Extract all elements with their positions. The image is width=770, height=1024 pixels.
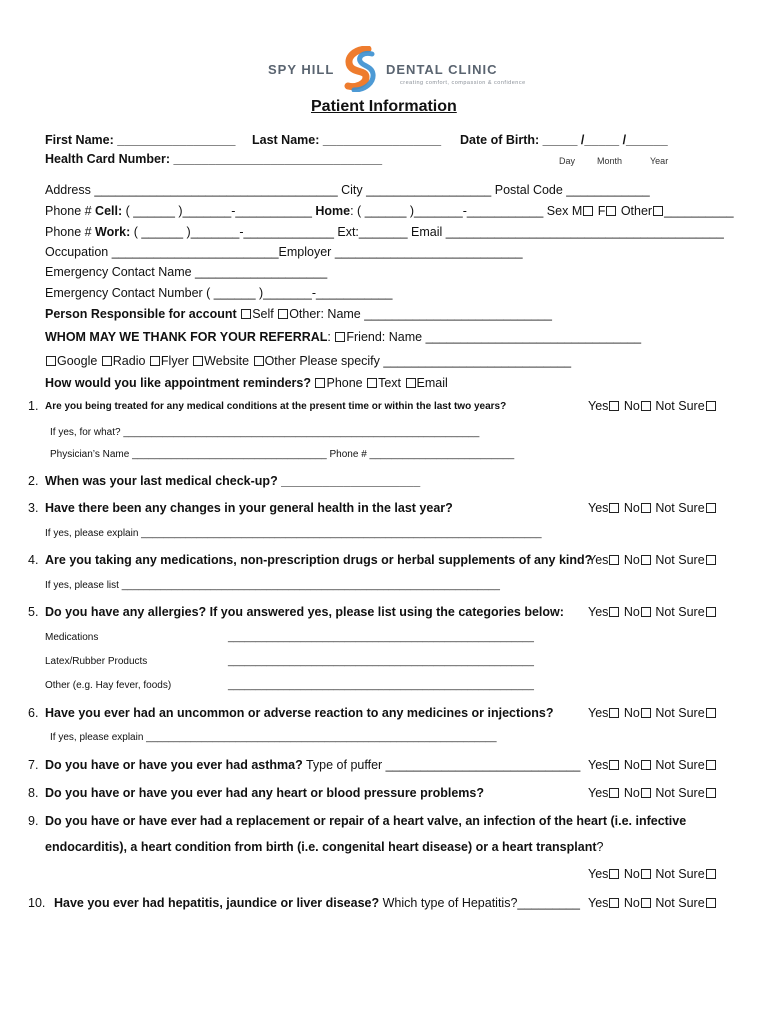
- q7-not-sure-label: Not Sure: [651, 758, 705, 772]
- q4-list[interactable]: If yes, please list ____________________________________________________________________: [45, 580, 500, 591]
- q7-no-checkbox[interactable]: [641, 760, 651, 770]
- referral-friend-label: Friend: Name _______________________________: [346, 330, 642, 344]
- q5-number: 5.: [28, 605, 39, 619]
- ref-other-label: Other Please specify ___________________________: [264, 354, 572, 368]
- q8-yes-checkbox[interactable]: [609, 788, 619, 798]
- q9-not-sure-checkbox[interactable]: [706, 869, 716, 879]
- q9-answers[interactable]: [588, 867, 717, 881]
- home-blank: : ( ______ )_______-___________ Sex M: [350, 204, 583, 218]
- q7-rest: Type of puffer ____________________________: [302, 758, 581, 772]
- q9-line2-bold: endocarditis), a heart condition from birth (i.e. congenital heart disease) or a heart transplant: [45, 840, 597, 854]
- q4-not-sure-label: Not Sure: [651, 553, 705, 567]
- address-line[interactable]: Address ___________________________________ City __________________ Postal Code ____________: [45, 183, 650, 197]
- rem-email-checkbox[interactable]: [406, 378, 416, 388]
- q9-not-sure-label: Not Sure: [651, 867, 705, 881]
- rem-phone-label: Phone: [326, 376, 367, 390]
- page-title: Patient Information: [311, 98, 457, 115]
- q4-yes-checkbox[interactable]: [609, 555, 619, 565]
- q9-text-line1: Do you have or have ever had a replacement or repair of a heart valve, an infection of the heart (i.e. infective: [45, 814, 687, 828]
- q5-text: Do you have any allergies? If you answered yes, please list using the categories below:: [45, 605, 564, 619]
- ref-radio-checkbox[interactable]: [102, 356, 112, 366]
- q10-answers[interactable]: [588, 896, 717, 910]
- q8-not-sure-label: Not Sure: [651, 786, 705, 800]
- q5-medications-line[interactable]: _______________________________________________________: [228, 632, 534, 643]
- q7-text[interactable]: [45, 758, 580, 772]
- q4-number: 4.: [28, 553, 39, 567]
- referral-colon: :: [327, 330, 335, 344]
- q9-qmark: ?: [596, 840, 604, 854]
- responsible-other-checkbox[interactable]: [278, 309, 288, 319]
- sex-other-blank: __________: [664, 204, 734, 218]
- emergency-number-line[interactable]: Emergency Contact Number ( ______ )_______-___________: [45, 286, 393, 300]
- q8-no-checkbox[interactable]: [641, 788, 651, 798]
- q3-no-checkbox[interactable]: [641, 503, 651, 513]
- q3-not-sure-label: Not Sure: [651, 501, 705, 515]
- q6-no-checkbox[interactable]: [641, 708, 651, 718]
- responsible-self-label: Self: [252, 307, 278, 321]
- q1-not-sure-checkbox[interactable]: [706, 401, 716, 411]
- responsible-line[interactable]: [45, 307, 552, 321]
- q9-number: 9.: [28, 814, 39, 828]
- q3-number: 3.: [28, 501, 39, 515]
- referral-sources-line[interactable]: [45, 354, 571, 368]
- ref-google-label: Google: [57, 354, 101, 368]
- q10-not-sure-checkbox[interactable]: [706, 898, 716, 908]
- q7-no-label: No: [620, 758, 640, 772]
- work-bold: Work:: [95, 225, 131, 239]
- q7-number: 7.: [28, 758, 39, 772]
- q7-bold: Do you have or have you ever had asthma?: [45, 758, 303, 772]
- referral-line[interactable]: [45, 330, 641, 344]
- rem-email-label: Email: [416, 376, 448, 390]
- q9-no-checkbox[interactable]: [641, 869, 651, 879]
- q5-no-label: No: [620, 605, 640, 619]
- logo-name-left: SPY HILL: [268, 62, 335, 77]
- sex-f-label: F: [594, 204, 606, 218]
- q3-explain[interactable]: If yes, please explain ________________________________________________________________________: [45, 528, 542, 539]
- q8-answers[interactable]: [588, 786, 717, 800]
- q3-text: Have there been any changes in your general health in the last year?: [45, 501, 453, 515]
- rem-phone-checkbox[interactable]: [315, 378, 325, 388]
- q10-no-label: No: [620, 896, 640, 910]
- rem-text-label: Text: [378, 376, 405, 390]
- cell-phone-line[interactable]: [45, 204, 734, 218]
- q9-yes-label: Yes: [588, 867, 609, 881]
- q10-bold: Have you ever had hepatitis, jaundice or liver disease?: [54, 896, 380, 910]
- home-bold: Home: [315, 204, 351, 218]
- q2-text[interactable]: When was your last medical check-up? ____________________: [45, 474, 421, 488]
- ref-flyer-checkbox[interactable]: [150, 356, 160, 366]
- work-phone-line[interactable]: [45, 225, 724, 239]
- q3-answers[interactable]: [588, 501, 717, 515]
- q9-yes-checkbox[interactable]: [609, 869, 619, 879]
- logo-name-right: DENTAL CLINIC: [386, 62, 498, 77]
- last-name-field[interactable]: Last Name: _________________: [252, 133, 442, 147]
- reminders-label: How would you like appointment reminders?: [45, 376, 315, 390]
- q2-number: 2.: [28, 474, 39, 488]
- work-label: Phone #: [45, 225, 96, 239]
- q6-no-label: No: [620, 706, 640, 720]
- q7-yes-checkbox[interactable]: [609, 760, 619, 770]
- q10-yes-checkbox[interactable]: [609, 898, 619, 908]
- q6-text: Have you ever had an uncommon or adverse reaction to any medicines or injections?: [45, 706, 554, 720]
- sex-f-checkbox[interactable]: [606, 206, 616, 216]
- q10-rest: Which type of Hepatitis?_________: [379, 896, 580, 910]
- ref-flyer-label: Flyer: [160, 354, 193, 368]
- q1-no-label: No: [620, 399, 640, 413]
- q1-physician[interactable]: Physician’s Name ___________________________________ Phone # __________________________: [50, 449, 515, 460]
- rem-text-checkbox[interactable]: [367, 378, 377, 388]
- sex-other-checkbox[interactable]: [653, 206, 663, 216]
- q10-text[interactable]: [54, 896, 580, 910]
- responsible-label: Person Responsible for account: [45, 307, 241, 321]
- q5-no-checkbox[interactable]: [641, 607, 651, 617]
- q1-yes-checkbox[interactable]: [609, 401, 619, 411]
- q10-not-sure-label: Not Sure: [651, 896, 705, 910]
- q4-yes-label: Yes: [588, 553, 609, 567]
- referral-friend-checkbox[interactable]: [335, 332, 345, 342]
- sex-other-label: Other: [617, 204, 653, 218]
- q6-not-sure-label: Not Sure: [651, 706, 705, 720]
- referral-label: WHOM MAY WE THANK FOR YOUR REFERRAL: [45, 330, 328, 344]
- q8-not-sure-checkbox[interactable]: [706, 788, 716, 798]
- ref-google-checkbox[interactable]: [46, 356, 56, 366]
- sex-m-checkbox[interactable]: [583, 206, 593, 216]
- q10-yes-label: Yes: [588, 896, 609, 910]
- q5-medications-label: Medications: [45, 632, 99, 643]
- q4-no-checkbox[interactable]: [641, 555, 651, 565]
- responsible-other-label: Other: Name ___________________________: [289, 307, 552, 321]
- cell-bold: Cell:: [95, 204, 123, 218]
- q7-yes-label: Yes: [588, 758, 609, 772]
- dob-month-label: Month: [597, 156, 623, 166]
- logo-tagline: creating comfort, compassion & confidence: [400, 80, 526, 86]
- q9-text-line2: [45, 840, 603, 854]
- reminders-line[interactable]: [45, 376, 448, 390]
- work-blank: ( ______ )_______-_____________ Ext:_______ Email ________________________________________: [130, 225, 724, 239]
- q5-yes-checkbox[interactable]: [609, 607, 619, 617]
- q8-yes-label: Yes: [588, 786, 609, 800]
- date-of-birth-field[interactable]: Date of Birth: _____ /_____ /______: [460, 133, 668, 147]
- q5-other-line[interactable]: _______________________________________________________: [228, 680, 534, 691]
- q8-number: 8.: [28, 786, 39, 800]
- q3-no-label: No: [620, 501, 640, 515]
- q4-answers[interactable]: [588, 553, 717, 567]
- q1-text: Are you being treated for any medical conditions at the present time or within the last two years?: [45, 401, 507, 412]
- q5-answers[interactable]: [588, 605, 717, 619]
- q8-no-label: No: [620, 786, 640, 800]
- q9-no-label: No: [620, 867, 640, 881]
- q5-other-label: Other (e.g. Hay fever, foods): [45, 680, 172, 691]
- q1-number: 1.: [28, 399, 39, 413]
- q6-not-sure-checkbox[interactable]: [706, 708, 716, 718]
- q4-text: Are you taking any medications, non-prescription drugs or herbal supplements of any kind?: [45, 553, 593, 567]
- dob-year-label: Year: [650, 156, 669, 166]
- responsible-self-checkbox[interactable]: [241, 309, 251, 319]
- clinic-logo: [268, 46, 526, 96]
- q5-yes-label: Yes: [588, 605, 609, 619]
- cell-blank: ( ______ )_______-___________: [122, 204, 316, 218]
- q1-yes-label: Yes: [588, 399, 609, 413]
- q6-yes-checkbox[interactable]: [609, 708, 619, 718]
- q1-if-yes[interactable]: If yes, for what? ________________________________________________________________: [50, 427, 480, 438]
- ref-radio-label: Radio: [112, 354, 149, 368]
- ref-website-label: Website: [204, 354, 253, 368]
- q5-latex-label: Latex/Rubber Products: [45, 656, 148, 667]
- q4-not-sure-checkbox[interactable]: [706, 555, 716, 565]
- q7-answers[interactable]: [588, 758, 717, 772]
- q1-not-sure-label: Not Sure: [651, 399, 705, 413]
- q1-no-checkbox[interactable]: [641, 401, 651, 411]
- q10-number: 10.: [28, 896, 46, 910]
- emergency-name-line[interactable]: Emergency Contact Name ___________________: [45, 265, 328, 279]
- q6-yes-label: Yes: [588, 706, 609, 720]
- q1-answers[interactable]: [588, 399, 717, 413]
- q6-answers[interactable]: [588, 706, 717, 720]
- q6-explain[interactable]: If yes, please explain _______________________________________________________________: [50, 732, 497, 743]
- dob-day-label: Day: [559, 156, 576, 166]
- q5-not-sure-label: Not Sure: [651, 605, 705, 619]
- ref-website-checkbox[interactable]: [193, 356, 203, 366]
- logo-mark-icon: [338, 46, 382, 92]
- q10-no-checkbox[interactable]: [641, 898, 651, 908]
- q5-latex-line[interactable]: _______________________________________________________: [228, 656, 534, 667]
- q4-no-label: No: [620, 553, 640, 567]
- q5-not-sure-checkbox[interactable]: [706, 607, 716, 617]
- q3-not-sure-checkbox[interactable]: [706, 503, 716, 513]
- q3-yes-checkbox[interactable]: [609, 503, 619, 513]
- occupation-line[interactable]: Occupation ________________________Employer ___________________________: [45, 245, 523, 259]
- q6-number: 6.: [28, 706, 39, 720]
- q8-text: Do you have or have you ever had any heart or blood pressure problems?: [45, 786, 485, 800]
- cell-label: Phone #: [45, 204, 96, 218]
- ref-other-checkbox[interactable]: [254, 356, 264, 366]
- first-name-field[interactable]: First Name: _________________: [45, 133, 236, 147]
- q3-yes-label: Yes: [588, 501, 609, 515]
- health-card-field[interactable]: Health Card Number: ______________________________: [45, 152, 383, 166]
- q7-not-sure-checkbox[interactable]: [706, 760, 716, 770]
